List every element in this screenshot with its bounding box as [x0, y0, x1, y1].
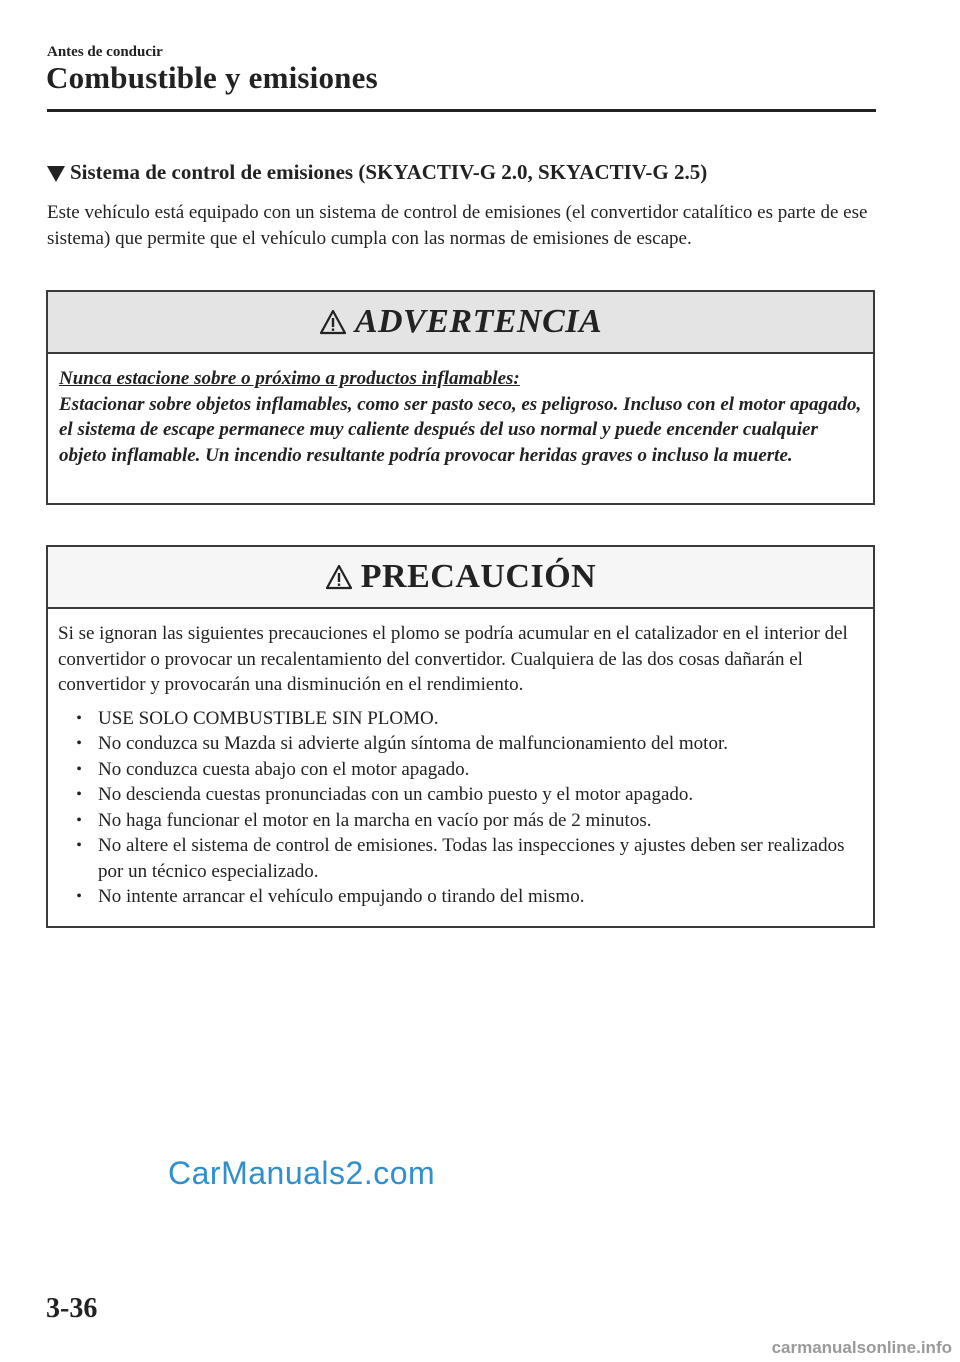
caution-intro: Si se ignoran las siguientes precauciones el plomo se podría acumular en el catalizador en el interior del convertidor o provocar un recalentamiento del convertidor. Cualquiera de las dos cosas dañarán el convertidor y provocarán una disminución en el rendimiento.	[58, 623, 848, 695]
warning-title: ADVERTENCIA	[354, 303, 603, 340]
bullet-glyph: •	[76, 837, 82, 854]
caution-body	[48, 609, 873, 910]
watermark-logo: CarManuals2.com	[168, 1155, 436, 1191]
caution-list	[58, 706, 863, 910]
warning-header	[48, 292, 873, 354]
list-item: • No altere el sistema de control de emisiones. Todas las inspecciones y ajustes deben ser realizados por un técnico especializado.	[72, 833, 863, 884]
warning-triangle-icon	[325, 564, 353, 590]
triangle-down-icon	[47, 166, 65, 182]
subsection-title: Sistema de control de emisiones (SKYACTIV-G 2.0, SKYACTIV-G 2.5)	[70, 160, 708, 184]
intro-paragraph: Este vehículo está equipado con un sistema de control de emisiones (el convertidor catalítico es parte de ese sistema) que permite que el vehículo cumpla con las normas de emisiones de escape.	[47, 202, 868, 249]
subsection-heading	[47, 160, 707, 185]
list-item: • USE SOLO COMBUSTIBLE SIN PLOMO.	[72, 706, 863, 732]
list-item: • No intente arrancar el vehículo empujando o tirando del mismo.	[72, 884, 863, 910]
bullet-glyph: •	[76, 811, 82, 829]
header-divider	[47, 109, 876, 112]
footer-site-label: carmanualsonline.info	[771, 1338, 952, 1357]
bullet-glyph: •	[76, 786, 82, 803]
bullet-glyph: •	[76, 888, 82, 905]
list-item: • No conduzca cuesta abajo con el motor apagado.	[72, 757, 863, 783]
list-item: • No conduzca su Mazda si advierte algún síntoma de malfuncionamiento del motor.	[72, 731, 863, 757]
list-item: • No haga funcionar el motor en la marcha en vacío por más de 2 minutos.	[72, 808, 863, 834]
warning-body	[48, 354, 873, 468]
bullet-glyph: •	[76, 735, 82, 752]
warning-heading: Nunca estacione sobre o próximo a productos inflamables:	[59, 368, 520, 389]
bullet-glyph: •	[76, 760, 82, 778]
warning-triangle-icon	[319, 309, 347, 335]
page-title: Combustible y emisiones	[46, 60, 378, 95]
caution-box	[46, 545, 875, 928]
page-number: 3-36	[46, 1293, 98, 1324]
warning-text: Estacionar sobre objetos inflamables, como ser pasto seco, es peligroso. Incluso con el motor apagado, el sistema de escape permanece muy caliente después del uso normal y puede encender cualquier objeto inflamable. Un incendio resultante podría provocar heridas graves o incluso la muerte.	[59, 393, 862, 466]
bullet-glyph: •	[76, 709, 82, 727]
warning-box	[46, 290, 875, 505]
caution-header	[48, 547, 873, 609]
caution-title: PRECAUCIÓN	[360, 558, 597, 595]
list-item: • No descienda cuestas pronunciadas con un cambio puesto y el motor apagado.	[72, 782, 863, 808]
chapter-label: Antes de conducir	[47, 44, 163, 60]
